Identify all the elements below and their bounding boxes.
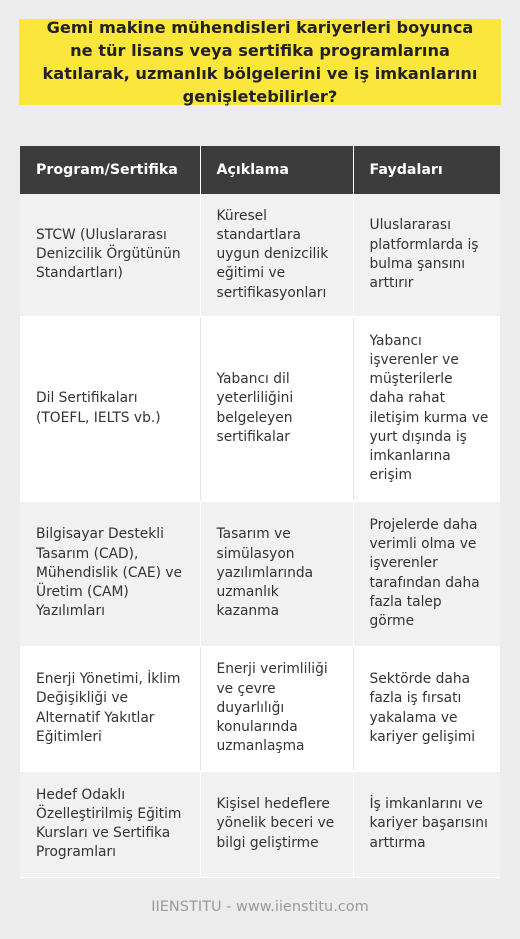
- table-row: [20, 316, 500, 501]
- header-program: Program/Sertifika: [20, 146, 200, 194]
- table-row: [20, 501, 500, 646]
- table-header-row: [20, 146, 500, 194]
- cell-description: Yabancı dil yeterliliğini belgeleyen sertifikalar: [200, 316, 353, 501]
- table-row: [20, 194, 500, 316]
- cell-description: Tasarım ve simülasyon yazılımlarında uzmanlık kazanma: [200, 501, 353, 646]
- cell-description: Küresel standartlara uygun denizcilik eğitimi ve sertifikasyonları: [200, 194, 353, 316]
- header-benefits: Faydaları: [353, 146, 500, 194]
- cell-description: Kişisel hedeflere yönelik beceri ve bilgi geliştirme: [200, 771, 353, 877]
- cell-program: Enerji Yönetimi, İklim Değişikliği ve Alternatif Yakıtlar Eğitimleri: [20, 646, 200, 771]
- question-text: Gemi makine mühendisleri kariyerleri boyunca ne tür lisans veya sertifika programlarına katılarak, uzmanlık bölgelerini ve iş imkanlarını genişletebilirler?: [42, 18, 478, 106]
- cell-description: Enerji verimliliği ve çevre duyarlılığı konularında uzmanlaşma: [200, 646, 353, 771]
- header-description: Açıklama: [200, 146, 353, 194]
- certification-table: [20, 146, 500, 878]
- cell-program: STCW (Uluslararası Denizcilik Örgütünün Standartları): [20, 194, 200, 316]
- table-row: [20, 646, 500, 771]
- footer-credit: IIENSTITU - www.iienstitu.com: [151, 899, 369, 915]
- cell-benefits: Yabancı işverenler ve müşterilerle daha rahat iletişim kurma ve yurt dışında iş imkanlarına erişim: [353, 316, 500, 501]
- cell-benefits: Sektörde daha fazla iş fırsatı yakalama ve kariyer gelişimi: [353, 646, 500, 771]
- cell-benefits: Uluslararası platformlarda iş bulma şansını arttırır: [353, 194, 500, 316]
- cell-benefits: İş imkanlarını ve kariyer başarısını arttırma: [353, 771, 500, 877]
- cell-program: Bilgisayar Destekli Tasarım (CAD), Mühendislik (CAE) ve Üretim (CAM) Yazılımları: [20, 501, 200, 646]
- cell-benefits: Projelerde daha verimli olma ve işverenler tarafından daha fazla talep görme: [353, 501, 500, 646]
- question-banner: [19, 19, 501, 105]
- cell-program: Dil Sertifikaları (TOEFL, IELTS vb.): [20, 316, 200, 501]
- cell-program: Hedef Odaklı Özelleştirilmiş Eğitim Kursları ve Sertifika Programları: [20, 771, 200, 877]
- table-row: [20, 771, 500, 877]
